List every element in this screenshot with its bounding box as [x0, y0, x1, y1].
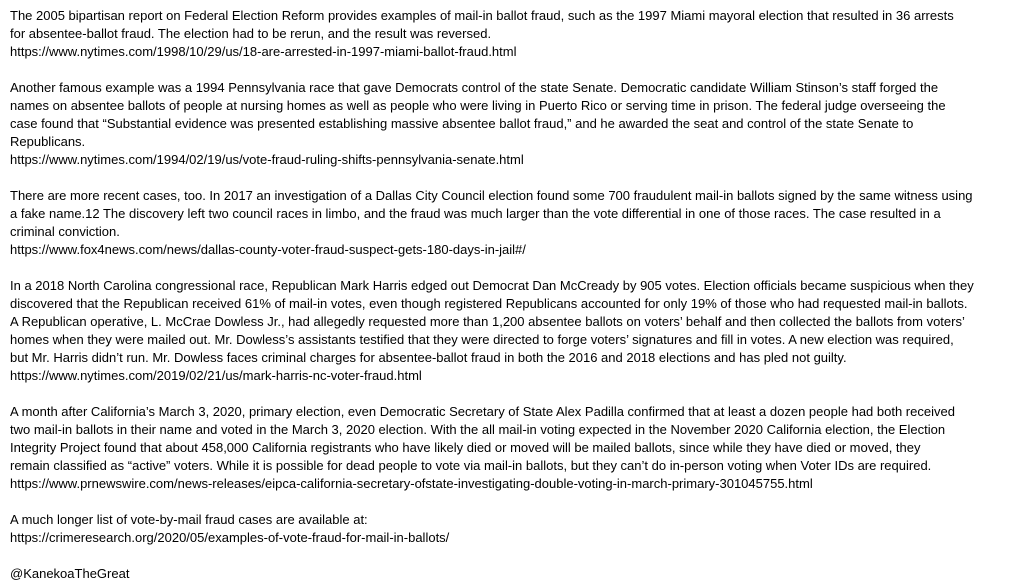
paragraph-line: for absentee-ballot fraud. The election had to be rerun, and the result was reversed. [10, 26, 492, 41]
paragraph-line: case found that “Substantial evidence was presented establishing massive absentee ballot fraud,” and he awarded the seat and control of the state Senate to [10, 116, 914, 131]
source-url: https://www.nytimes.com/1994/02/19/us/vote-fraud-ruling-shifts-pennsylvania-senate.html [10, 152, 524, 167]
paragraph-california-2020 [10, 403, 1024, 493]
paragraph-longer-list [10, 511, 1024, 547]
source-url: https://www.nytimes.com/2019/02/21/us/mark-harris-nc-voter-fraud.html [10, 368, 422, 383]
paragraph-line: two mail-in ballots in their name and voted in the March 3, 2020 election. With the all mail-in voting expected in the November 2020 California election, the Election [10, 422, 946, 437]
paragraph-line: names on absentee ballots of people at nursing homes as well as people who were living in Puerto Rico or serving time in prison. The federal judge overseeing the [10, 98, 946, 113]
paragraph-line: There are more recent cases, too. In 2017 an investigation of a Dallas City Council election found some 700 fraudulent mail-in ballots signed by the same witness using [10, 188, 973, 203]
paragraph-line: A Republican operative, L. McCrae Dowless Jr., had allegedly requested more than 1,200 absentee ballots on voters’ behalf and then collected the ballots from voters’ [10, 314, 965, 329]
source-url: https://www.nytimes.com/1998/10/29/us/18-are-arrested-in-1997-miami-ballot-fraud.html [10, 44, 517, 59]
paragraph-line: The 2005 bipartisan report on Federal Election Reform provides examples of mail-in ballot fraud, such as the 1997 Miami mayoral election that resulted in 36 arrests [10, 8, 954, 23]
paragraph-line: A much longer list of vote-by-mail fraud cases are available at: [10, 512, 368, 527]
source-url: https://www.prnewswire.com/news-releases/eipca-california-secretary-ofstate-investigating-double-voting-in-march-primary-301045755.html [10, 476, 813, 491]
paragraph-miami-1997 [10, 7, 1024, 61]
paragraph-line: Another famous example was a 1994 Pennsylvania race that gave Democrats control of the state Senate. Democratic candidate William Stinson’s staff forged the [10, 80, 939, 95]
paragraph-line: remain classified as “active” voters. While it is possible for dead people to vote via mail-in ballots, but they can’t do in-person voting when Voter IDs are required. [10, 458, 932, 473]
paragraph-line: A month after California’s March 3, 2020, primary election, even Democratic Secretary of State Alex Padilla confirmed that at least a dozen people had both received [10, 404, 955, 419]
paragraph-line: Republicans. [10, 134, 86, 149]
source-url: https://crimeresearch.org/2020/05/examples-of-vote-fraud-for-mail-in-ballots/ [10, 530, 450, 545]
paragraph-line: but Mr. Harris didn’t run. Mr. Dowless faces criminal charges for absentee-ballot fraud in both the 2016 and 2018 elections and has pled not guilty. [10, 350, 847, 365]
paragraph-line: discovered that the Republican received 61% of mail-in votes, even though registered Republicans accounted for only 19% of those who had requested mail-in ballots. [10, 296, 968, 311]
document-body [10, 7, 1024, 583]
paragraph-line: a fake name.12 The discovery left two council races in limbo, and the fraud was much larger than the vote differential in one of those races. The case resulted in a [10, 206, 941, 221]
paragraph-line: criminal conviction. [10, 224, 120, 239]
paragraph-line: homes when they were mailed out. Mr. Dowless’s assistants testified that they were directed to forge voters’ signatures and fill in votes. A new election was required, [10, 332, 954, 347]
paragraph-north-carolina-2018 [10, 277, 1024, 385]
paragraph-line: In a 2018 North Carolina congressional race, Republican Mark Harris edged out Democrat Dan McCready by 905 votes. Election officials became suspicious when they [10, 278, 974, 293]
paragraph-line: Integrity Project found that about 458,000 California registrants who have likely died or moved will be mailed ballots, since while they have died or moved, they [10, 440, 921, 455]
source-url: https://www.fox4news.com/news/dallas-county-voter-fraud-suspect-gets-180-days-in-jail#/ [10, 242, 526, 257]
signature-handle: @KanekoaTheGreat [10, 566, 130, 581]
paragraph-pennsylvania-1994 [10, 79, 1024, 169]
paragraph-dallas-2017 [10, 187, 1024, 259]
signature [10, 565, 1024, 583]
